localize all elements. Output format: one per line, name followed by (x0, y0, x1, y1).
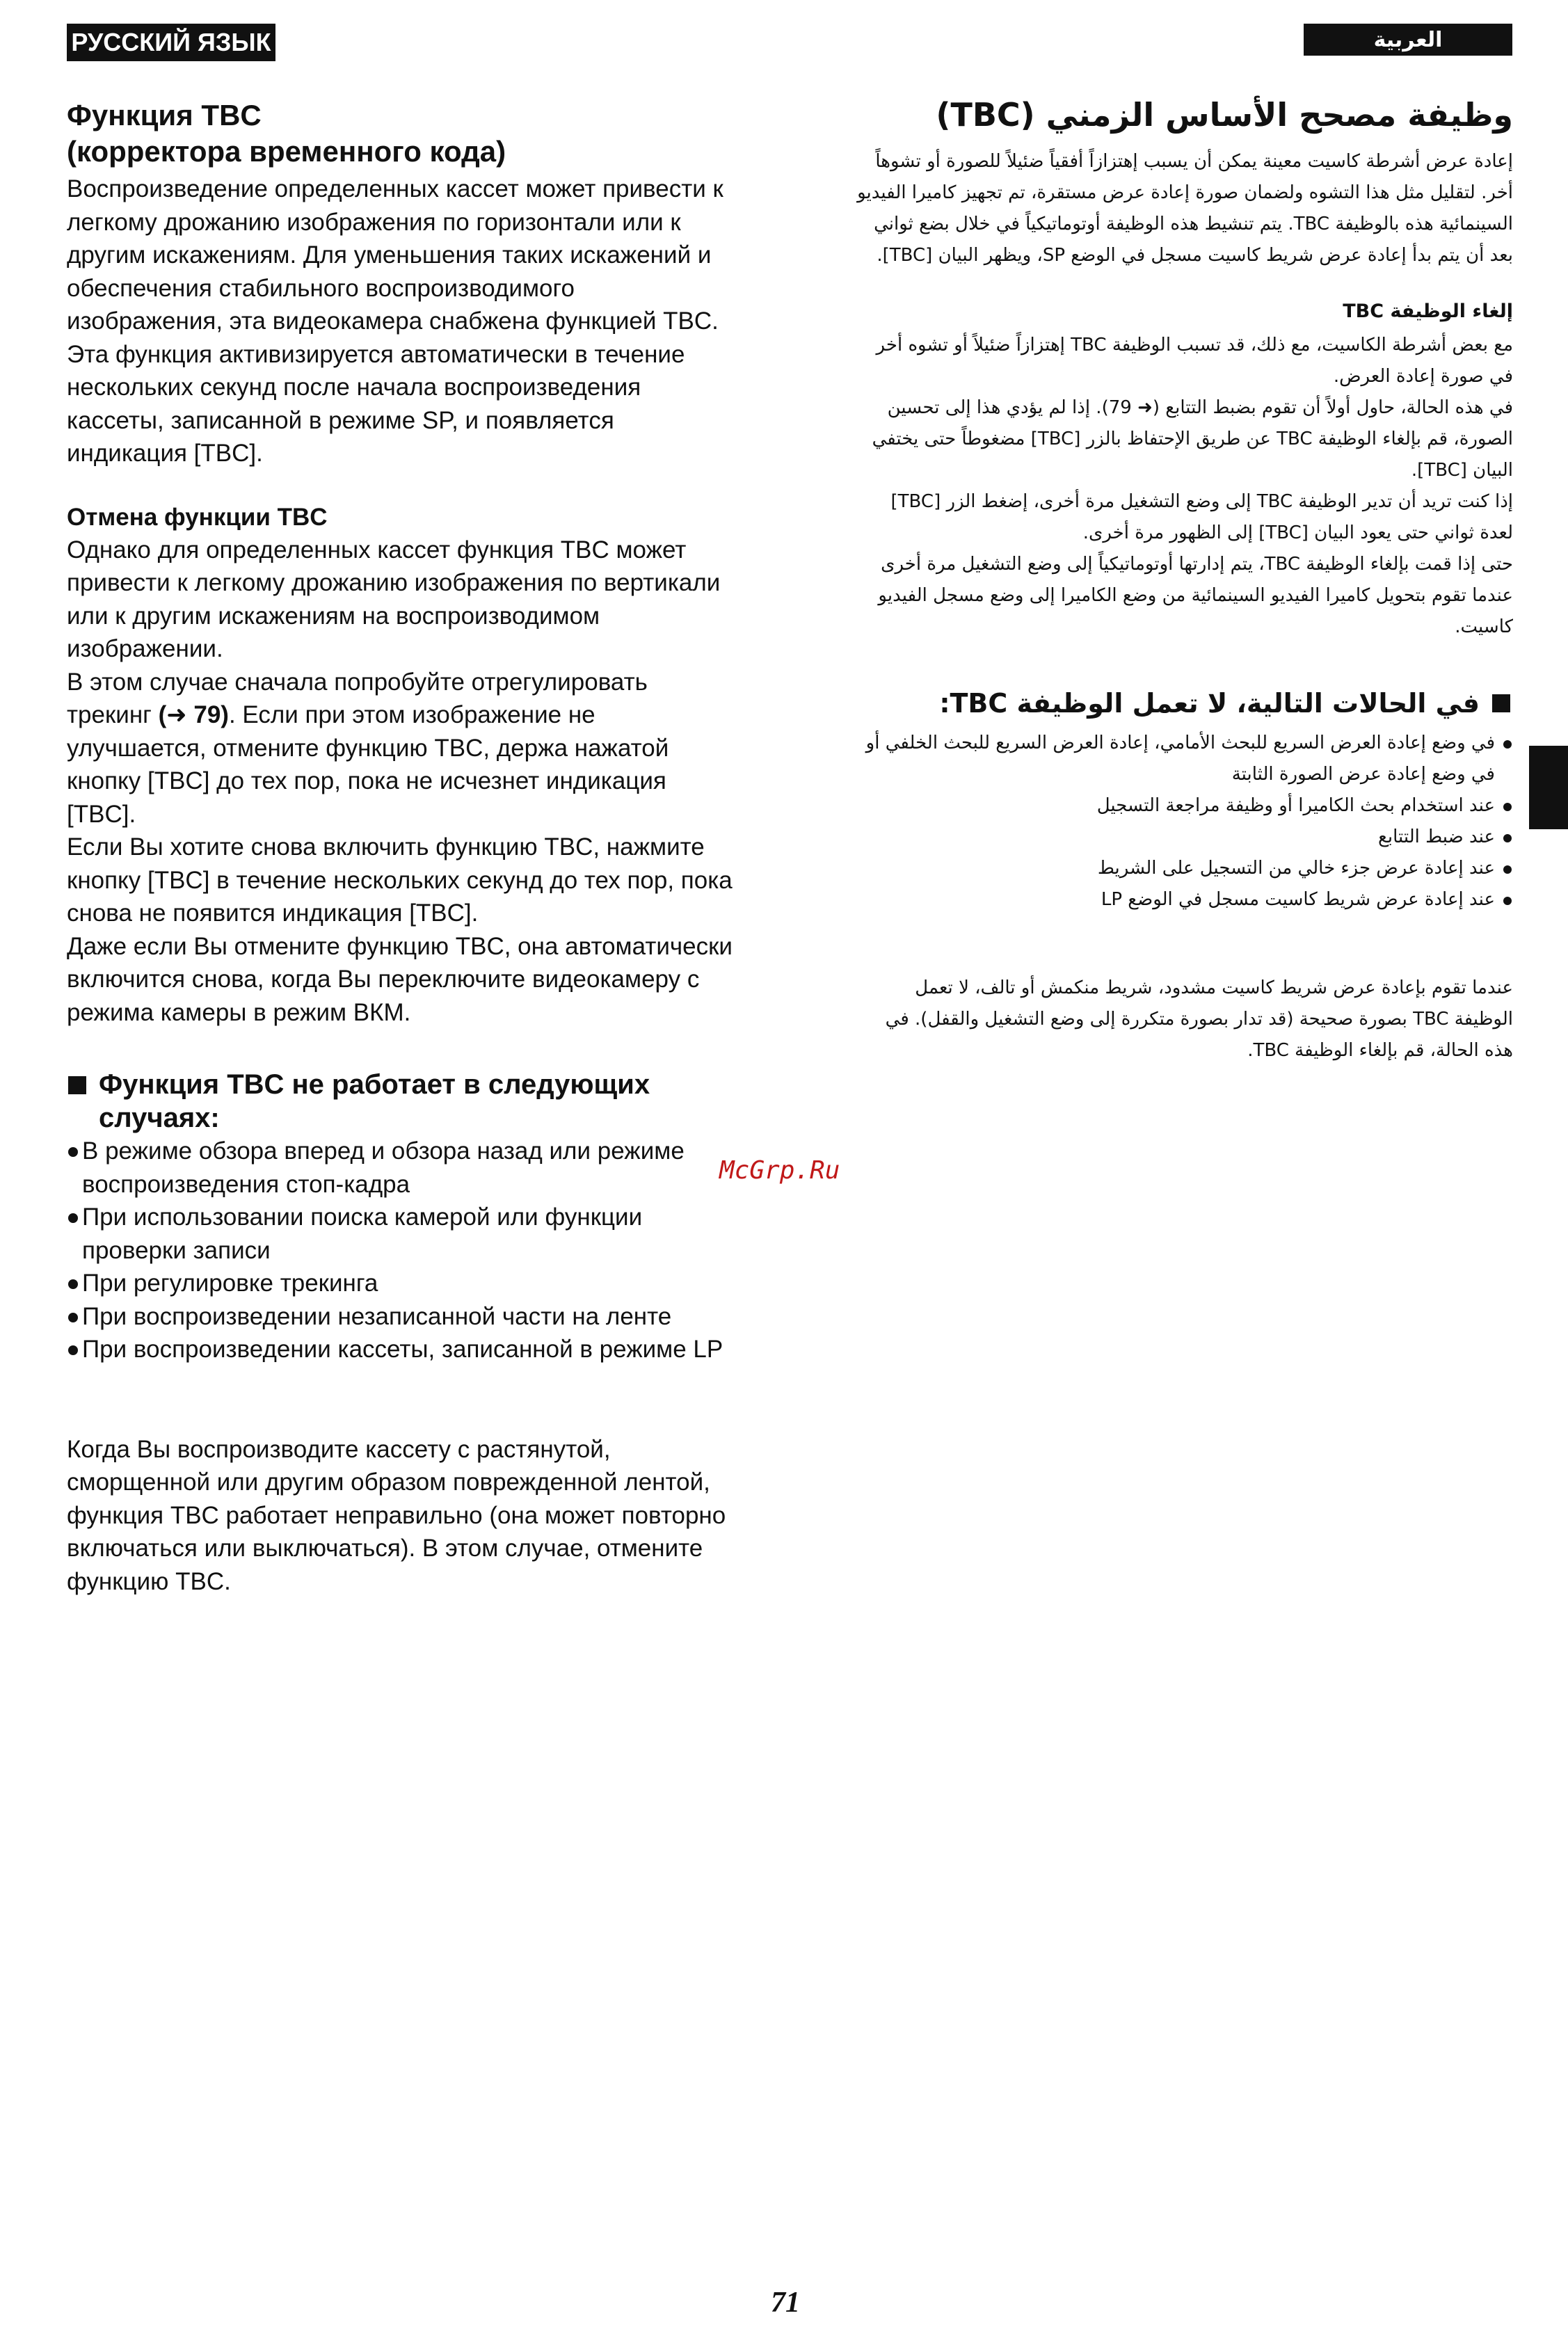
ar-not-working-heading (856, 685, 1513, 722)
ar-cancel-paragraph-3: إذا كنت تريد أن تدير الوظيفة TBC إلى وضع التشغيل مرة أخرى، إضغط الزر [TBC] لعدة ثواني حتى يعود البيان [TBC] إلى الظهور مرة أخرى. (890, 491, 1513, 543)
language-tab-russian: РУССКИЙ ЯЗЫК (67, 24, 275, 61)
list-item: عند إعادة عرض شريط كاسيت مسجل في الوضع LP (856, 884, 1513, 915)
ru-cancel-p2-before: В этом случае сначала попробуйте отрегулировать трекинг (67, 668, 648, 728)
ru-cancel-paragraph-2 (67, 666, 735, 831)
ru-not-working-heading (67, 1068, 735, 1135)
ru-page-title (67, 97, 735, 170)
list-item: В режиме обзора вперед и обзора назад или режиме воспроизведения стоп-кадра (67, 1135, 735, 1201)
watermark-text: McGrp.Ru (719, 1156, 840, 1185)
ru-note-paragraph: Когда Вы воспроизводите кассету с растянутой, сморщенной или другим образом поврежденной лентой, функция TBC работает неправильно (она может повторно включаться или выключаться). В этом случае, отмените функцию TBC. (67, 1435, 726, 1595)
square-bullet-icon (68, 1076, 86, 1094)
ru-title-line2: (корректора временного кода) (67, 135, 506, 168)
list-item: عند استخدام بحث الكاميرا أو وظيفة مراجعة التسجيل (856, 790, 1513, 822)
ar-cancel-paragraph-2: في هذه الحالة، حاول أولاً أن تقوم بضبط التتابع (➜ 79). إذا لم يؤدي هذا إلى تحسين الصورة، قم بإلغاء الوظيفة TBC عن طريق الإحتفاظ بالزر [TBC] مضغوطاً حتى يختفي البيان [TBC]. (872, 397, 1513, 481)
ru-cancel-paragraph-3: Если Вы хотите снова включить функцию TBC, нажмите кнопку [TBC] в течение нескольких секунд до тех пор, пока снова не появится индикация [TBC]. (67, 833, 733, 927)
ru-cancel-paragraph-1: Однако для определенных кассет функция TBC может привести к легкому дрожанию изображения по вертикали или к другим искажениям на воспроизводимом изображении. (67, 536, 721, 662)
ru-page-reference: (➜ 79) (158, 701, 229, 728)
list-item: При воспроизведении незаписанной части на ленте (67, 1300, 735, 1334)
ru-cancel-p2-after: . Если при этом изображение не улучшается, отмените функцию TBC, держа нажатой кнопку [TBC] до тех пор, пока не исчезнет индикация [TBC]. (67, 701, 669, 828)
ru-not-working-heading-text: Функция TBC не работает в следующих случаях: (99, 1069, 650, 1133)
language-tab-arabic: العربية (1304, 24, 1512, 56)
ru-title-line1: Функция TBC (67, 99, 262, 131)
list-item: عند ضبط التتابع (856, 822, 1513, 853)
ru-cases-list (67, 1135, 735, 1366)
ru-intro-paragraph: Воспроизведение определенных кассет может привести к легкому дрожанию изображения по горизонтали или к другим искажениям. Для уменьшения таких искажений и обеспечения стабильного воспроизводимого изображения, эта видеокамера снабжена функцией TBC. Эта функция активизируется автоматически в течение нескольких секунд после начала воспроизведения кассеты, записанной в режиме SP, и появляется индикация [TBC]. (67, 175, 723, 467)
section-edge-marker (1529, 746, 1568, 829)
ru-cancel-paragraph-4: Даже если Вы отмените функцию TBC, она автоматически включится снова, когда Вы переключите видеокамеру с режима камеры в режим ВКМ. (67, 932, 733, 1026)
square-bullet-icon (1492, 694, 1510, 712)
list-item: عند إعادة عرض جزء خالي من التسجيل على الشريط (856, 853, 1513, 884)
list-item: При регулировке трекинга (67, 1267, 735, 1300)
ar-cancel-paragraph-1: مع بعض أشرطة الكاسيت، مع ذلك، قد تسبب الوظيفة TBC إهتزازاً ضئيلاً أو تشوه أخر في صورة إعادة العرض. (876, 335, 1513, 387)
ar-page-title: وظيفة مصحح الأساس الزمني (TBC) (936, 96, 1513, 134)
list-item: При использовании поиска камерой или функции проверки записи (67, 1201, 735, 1267)
ar-cancel-paragraph-4: حتى إذا قمت بإلغاء الوظيفة TBC، يتم إدارتها أوتوماتيكياً إلى وضع التشغيل مرة أخرى عندما تقوم بتحويل كاميرا الفيديو السينمائية من وضع الكاميرا إلى وضع مسجل الفيديو كاسيت. (878, 554, 1513, 637)
ru-cancel-heading: Отмена функции TBC (67, 503, 328, 531)
ar-note-paragraph: عندما تقوم بإعادة عرض شريط كاسيت مشدود، شريط منكمش أو تالف، لا تعمل الوظيفة TBC بصورة صحيحة (قد تدار بصورة متكررة إلى وضع التشغيل والقفل). في هذه الحالة، قم بإلغاء الوظيفة TBC. (885, 977, 1513, 1061)
ar-cancel-heading: إلغاء الوظيفة TBC (1343, 301, 1513, 322)
list-item: في وضع إعادة العرض السريع للبحث الأمامي، إعادة العرض السريع للبحث الخلفي أو في وضع إعادة عرض الصورة الثابتة (856, 728, 1513, 790)
russian-column (67, 97, 735, 1598)
ar-intro-paragraph: إعادة عرض أشرطة كاسيت معينة يمكن أن يسبب إهتزازاً أفقياً ضئيلاً للصورة أو تشوهاً أخر. لتقليل مثل هذا التشوه ولضمان صورة إعادة عرض مستقرة، تم تجهيز كاميرا الفيديو السينمائية هذه بالوظيفة TBC. يتم تنشيط هذه الوظيفة أوتوماتيكياً في خلال بضع ثواني بعد أن يتم بدأ إعادة عرض شريط كاسيت مسجل في الوضع SP، ويظهر البيان [TBC]. (857, 151, 1513, 266)
ar-not-working-heading-text: في الحالات التالية، لا تعمل الوظيفة TBC: (939, 688, 1480, 719)
arabic-column (856, 90, 1513, 1066)
page-number: 71 (771, 2287, 800, 2319)
ar-cases-list (856, 728, 1513, 915)
list-item: При воспроизведении кассеты, записанной в режиме LP (67, 1333, 735, 1366)
